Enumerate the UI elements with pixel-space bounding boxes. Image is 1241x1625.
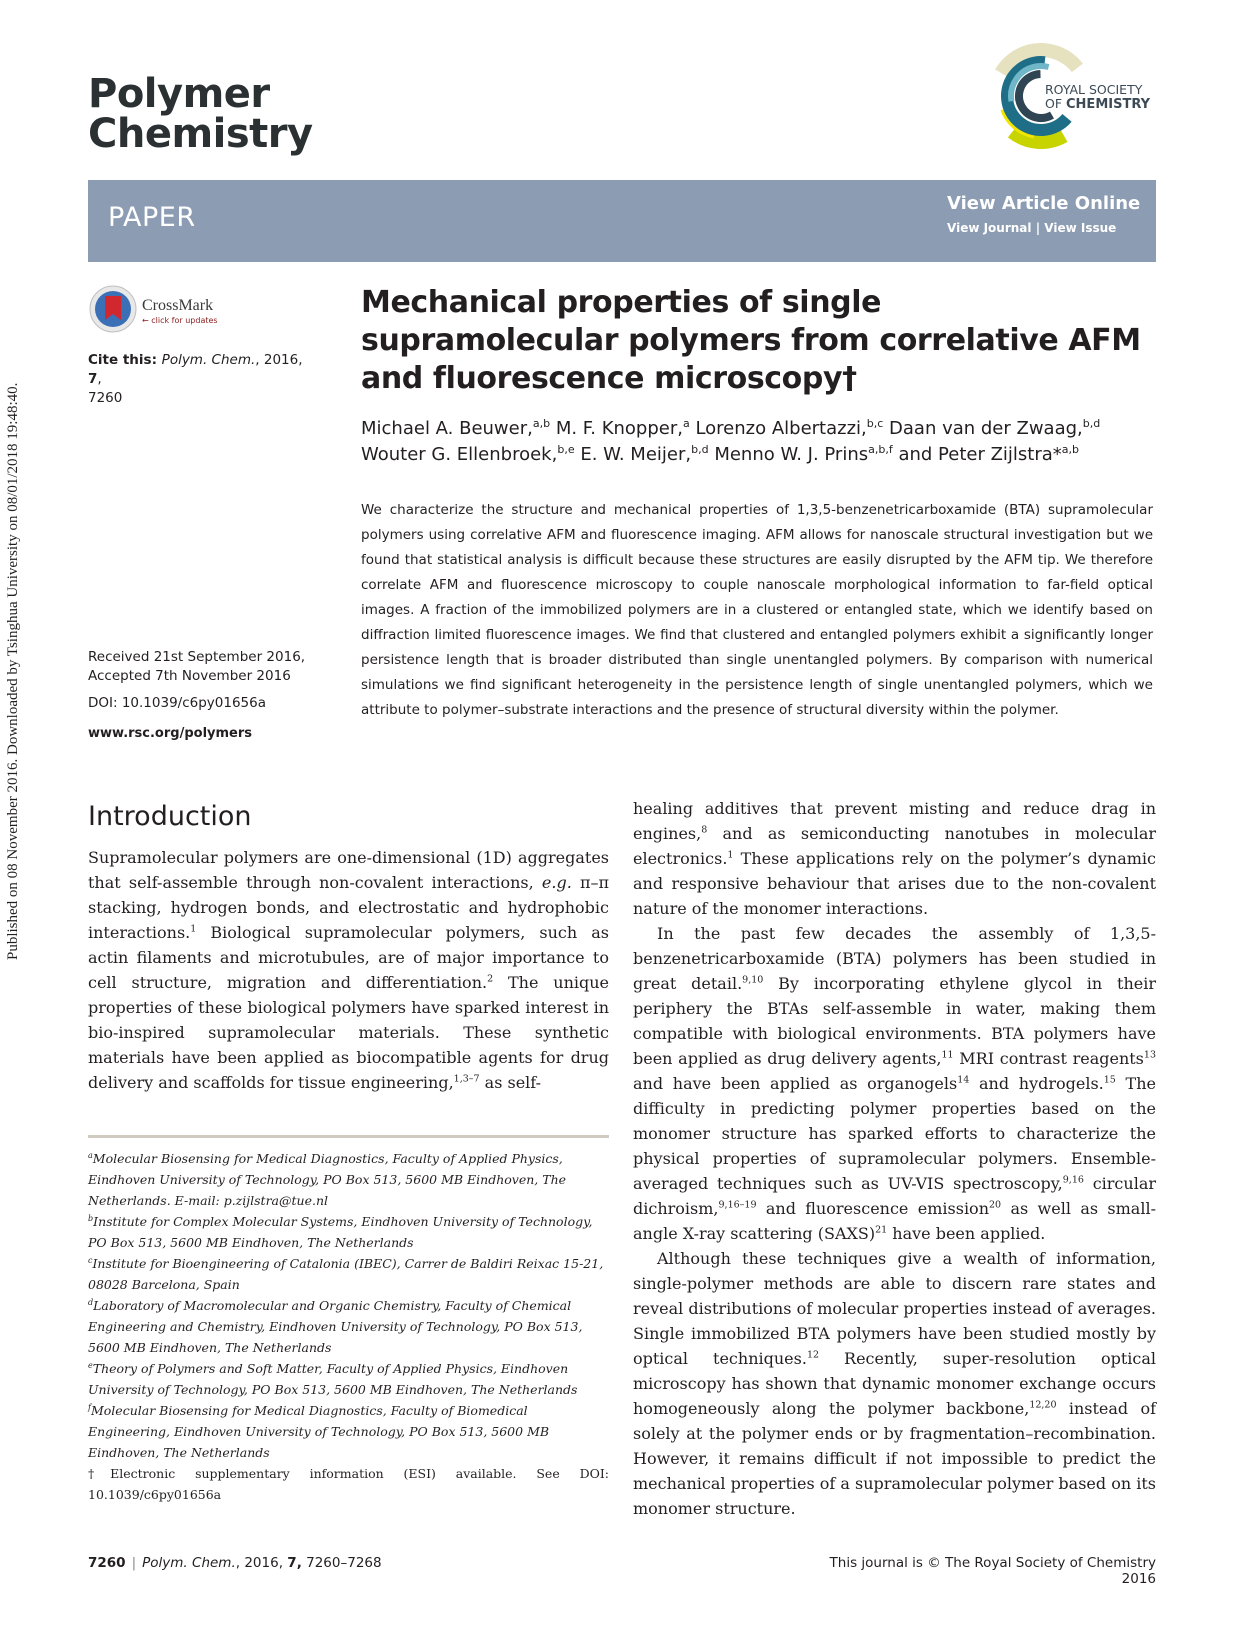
text-run: as well as small-angle X-ray scattering (SAXS)	[633, 1199, 1156, 1243]
text-run: In the past few decades the assembly of 1,3,5-benzenetricarboxamide (BTA) polymers has been studied in great detail.	[633, 924, 1156, 993]
view-issue-link[interactable]: View Issue	[1044, 221, 1117, 235]
citation-ref[interactable]: 12,20	[1029, 1399, 1057, 1411]
download-stamp: Published on 08 November 2016. Downloaded by Tsinghua University on 08/01/2018 19:48:40.	[5, 382, 21, 960]
text-run: healing additives that prevent misting and reduce drag in engines,	[633, 799, 1156, 843]
text-run: and hydrogels.	[969, 1074, 1104, 1093]
citation-ref[interactable]: 9,16–19	[718, 1199, 757, 1211]
text-run: The difficulty in predicting polymer properties based on the monomer structure has sparked efforts to characterize the physical properties of supramolecular polymers. Ensemble-averaged techniques such as UV-VIS spectroscopy,	[633, 1074, 1157, 1193]
italic-run: e.g.	[541, 873, 572, 892]
footnote: $^c$Institute for Bioengineering of Catalonia (IBEC), Carrer de Baldiri Reixac 15-21, 08028 Barcelona, Spain	[88, 1255, 604, 1292]
rsc-logo-line2: OF CHEMISTRY	[1045, 96, 1151, 112]
left-column-text	[88, 845, 609, 1095]
view-article-online-link[interactable]: View Article Online	[947, 193, 1141, 214]
esi-footnote: †Electronic supplementary information (ESI) available. See DOI: 10.1039/c6py01656a	[88, 1466, 609, 1502]
view-links-divider: |	[1035, 221, 1041, 235]
text-run: Supramolecular polymers are one-dimensional (1D) aggregates that self-assemble through non-covalent interactions,	[88, 848, 609, 892]
footnote: $^f$Molecular Biosensing for Medical Diagnostics, Faculty of Biomedical Engineering, Eindhoven University of Technology, PO Box 513, 5600 MB Eindhoven, The Netherlands	[88, 1402, 550, 1460]
journal-website-link[interactable]: www.rsc.org/polymers	[88, 726, 253, 741]
author: Lorenzo Albertazzi,$^{b,c}$	[689, 417, 884, 439]
text-run: Although these techniques give a wealth of information, single-polymer methods are able to discern rare states and reveal distributions of molecular properties instead of averages. Single immobilized BTA polymers have been studied mostly by optical techniques.	[633, 1249, 1156, 1368]
right-column-text	[633, 796, 1156, 1521]
text-run: π–π stacking, hydrogen bonds, and electrostatic and hydrophobic interactions.	[88, 873, 609, 942]
text-run: and as semiconducting nanotubes in molecular electronics.	[633, 824, 1156, 868]
footnote: $^b$Institute for Complex Molecular Systems, Eindhoven University of Technology, PO Box 513, 5600 MB Eindhoven, The Netherlands	[88, 1213, 593, 1250]
copyright-notice: This journal is © The Royal Society of Chemistry 2016	[829, 1555, 1156, 1587]
footnote: $^d$Laboratory of Macromolecular and Organic Chemistry, Faculty of Chemical Engineering and Chemistry, Eindhoven University of Technology, PO Box 513, 5600 MB Eindhoven, The Netherlands	[88, 1297, 583, 1355]
author: Menno W. J. Prins$^{a,b,f}$	[708, 443, 893, 465]
article-type-label: PAPER	[108, 202, 196, 233]
abstract: We characterize the structure and mechanical properties of 1,3,5-benzenetricarboxamide (BTA) supramolecular polymers using correlative AFM and fluorescence imaging. AFM allows for nanoscale structural investigation but we found that statistical analysis is difficult because these structures are easily disrupted by the AFM tip. We therefore correlate AFM and fluorescence microscopy to couple nanoscale morphological information to far-field optical images. A fraction of the immobilized polymers are in a clustered or entangled state, which we identify based on diffraction limited fluorescence images. We find that clustered and entangled polymers exhibit a significantly longer persistence length that is broader distributed than single unentangled polymers. By comparison with numerical simulations we find significant heterogeneity in the persistence length of single unentangled polymers, which we attribute to polymer–substrate interactions and the presence of structural diversity within the polymer.	[361, 502, 1153, 718]
citation-ref[interactable]: 15	[1103, 1074, 1116, 1086]
rsc-logo-line1: ROYAL SOCIETY	[1045, 82, 1143, 97]
journal-title-line1: Polymer	[88, 71, 270, 117]
journal-title	[88, 71, 313, 157]
citation-ref[interactable]: 9,16	[1062, 1174, 1084, 1186]
citation-ref[interactable]: 8	[701, 824, 708, 836]
author: M. F. Knopper,$^a$	[550, 417, 690, 439]
author: Michael A. Beuwer,$^{a,b}$	[361, 417, 551, 439]
citation-ref[interactable]: 21	[875, 1224, 888, 1236]
text-run: These applications rely on the polymer’s dynamic and responsive behaviour that arises due to the non-covalent nature of the monomer interactions.	[633, 849, 1156, 918]
citation-ref[interactable]: 1,3–7	[453, 1073, 480, 1085]
citation-ref[interactable]: 9,10	[742, 974, 764, 986]
paragraph	[633, 921, 1156, 1246]
author: Daan van der Zwaag,$^{b,d}$	[883, 417, 1101, 439]
text-run: MRI contrast reagents	[953, 1049, 1144, 1068]
text-run: and fluorescence emission	[756, 1199, 989, 1218]
crossmark-sub-label: ← click for updates	[142, 316, 218, 325]
author: Wouter G. Ellenbroek,$^{b,e}$	[361, 443, 575, 465]
rsc-logo-text	[1045, 83, 1150, 112]
author: and Peter Zijlstra*$^{a,b}$	[892, 443, 1080, 465]
text-run: Biological supramolecular polymers, such as actin filaments and microtubules, are of major importance to cell structure, migration and differentiation.	[88, 923, 609, 992]
text-run: as self-	[479, 1073, 542, 1092]
text-run: The unique properties of these biological polymers have sparked interest in bio-inspired supramolecular materials. These synthetic materials have been applied as biocompatible agents for drug delivery and scaffolds for tissue engineering,	[88, 973, 610, 1092]
citation-ref[interactable]: 12	[806, 1349, 820, 1361]
author-list	[361, 416, 1151, 468]
text-run: and have been applied as organogels	[633, 1074, 958, 1093]
doi[interactable]: DOI: 10.1039/c6py01656a	[88, 695, 267, 711]
crossmark-icon[interactable]	[88, 284, 138, 334]
journal-title-line2: Chemistry	[88, 111, 313, 157]
section-heading-introduction: Introduction	[88, 801, 252, 832]
page-footer-left: 7260 | Polym. Chem., 2016, 7, 7260–7268	[88, 1555, 382, 1571]
crossmark-label[interactable]: CrossMark	[142, 297, 214, 314]
footnote: $^e$Theory of Polymers and Soft Matter, Faculty of Applied Physics, Eindhoven University of Technology, PO Box 513, 5600 MB Eindhoven, The Netherlands	[88, 1360, 578, 1397]
paragraph	[633, 1246, 1156, 1521]
citation-ref[interactable]: 20	[989, 1199, 1002, 1211]
accepted-date: Accepted 7th November 2016	[88, 668, 291, 684]
citation-ref[interactable]: 1	[727, 849, 734, 861]
affiliation-footnotes	[88, 1148, 609, 1505]
footnote-divider	[88, 1135, 609, 1138]
paragraph	[88, 845, 609, 1095]
text-run: instead of solely at the polymer ends or by fragmentation–recombination. However, it remains difficult if not impossible to predict the mechanical properties of a supramolecular polymer based on its monomer structure.	[633, 1399, 1157, 1518]
author: E. W. Meijer,$^{b,d}$	[574, 443, 709, 465]
cite-this: Cite this: Polym. Chem., 2016, 7, 7260	[88, 352, 303, 406]
text-run: By incorporating ethylene glycol in their periphery the BTAs self-assemble in water, making them compatible with biological environments. BTA polymers have been applied as drug delivery agents,	[633, 974, 1156, 1068]
text-run: Recently, super-resolution optical microscopy has shown that dynamic monomer exchange occurs homogeneously along the polymer backbone,	[633, 1349, 1156, 1418]
citation-ref[interactable]: 2	[487, 973, 494, 985]
view-journal-link[interactable]: View Journal	[947, 221, 1032, 235]
received-date: Received 21st September 2016,	[88, 649, 306, 665]
text-run: circular dichroism,	[633, 1174, 1157, 1218]
page-number: 7260	[88, 1555, 126, 1571]
citation-ref[interactable]: 14	[957, 1074, 970, 1086]
citation-ref[interactable]: 11	[941, 1049, 954, 1061]
text-run: have been applied.	[887, 1224, 1046, 1243]
citation-ref[interactable]: 13	[1143, 1049, 1156, 1061]
view-links	[947, 221, 1116, 235]
footnote: $^a$Molecular Biosensing for Medical Diagnostics, Faculty of Applied Physics, Eindhoven University of Technology, PO Box 513, 5600 MB Eindhoven, The Netherlands. E-mail: p.zijlstra@tue.nl	[88, 1150, 567, 1208]
paragraph	[633, 796, 1156, 921]
article-title: Mechanical properties of single supramolecular polymers from correlative AFM and fluorescence microscopy†	[361, 285, 1141, 396]
citation-ref[interactable]: 1	[190, 923, 197, 935]
